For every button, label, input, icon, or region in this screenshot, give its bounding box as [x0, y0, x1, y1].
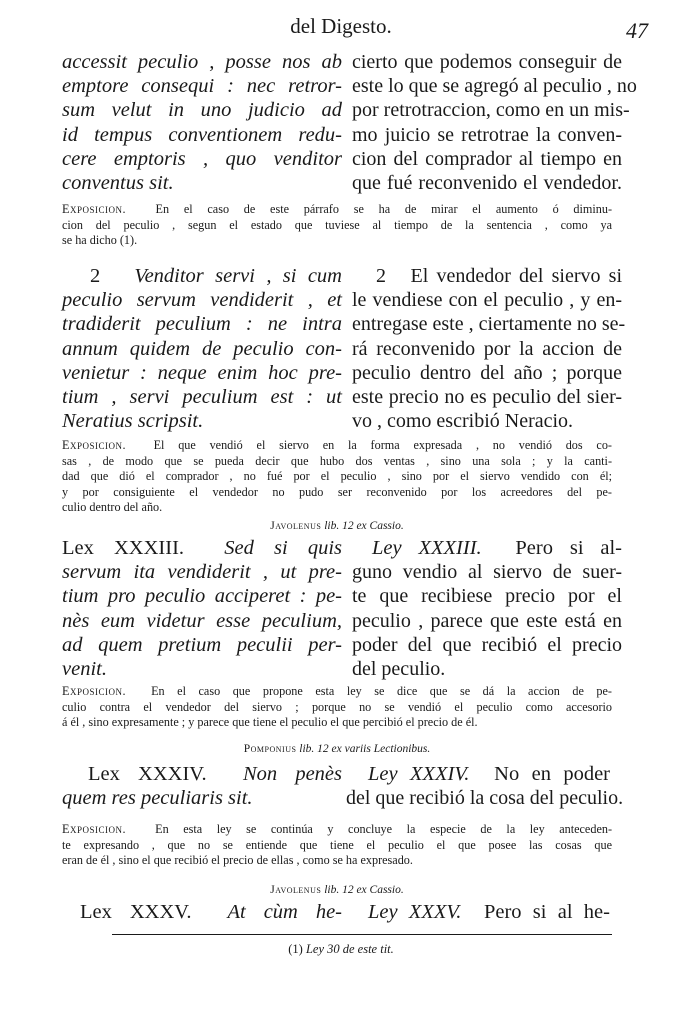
- latin-line: Non penès: [242, 763, 343, 785]
- spanish-line: peculio , parece que este está en: [352, 609, 622, 632]
- latin-column-lex34-cont: [62, 786, 342, 810]
- spanish-line: Pero si al he-: [483, 901, 610, 923]
- exposicion-text: á él , sino expresamente ; y parece que tiene el peculio el que percibió el precio de él.: [62, 715, 478, 729]
- citation-33: [62, 520, 612, 532]
- exposicion-label: Exposicion.: [62, 822, 126, 836]
- spanish-line: cierto que podemos conseguir de: [352, 51, 622, 73]
- spanish-line: El vendedor del siervo si: [410, 265, 622, 287]
- latin-line: quem res peculiaris sit.: [62, 787, 253, 809]
- paragraph-number: 2: [376, 265, 386, 287]
- latin-line: sum velut in uno judicio ad: [62, 99, 342, 122]
- latin-line: At cùm he-: [227, 901, 342, 923]
- spanish-column-ley34-cont: [346, 786, 624, 810]
- spanish-line: cion del comprador al tiempo en: [352, 147, 622, 170]
- citation-author: Javolenus: [270, 884, 322, 896]
- latin-line: ad quem pretium peculii per-: [62, 633, 342, 656]
- exposicion-4: [62, 822, 612, 869]
- latin-column-lex35: [80, 900, 342, 924]
- spanish-line: rá reconvenido por la accion de: [352, 337, 622, 360]
- spanish-line: No en poder: [494, 763, 610, 785]
- ley-heading: Ley XXXIII.: [372, 537, 482, 559]
- spanish-line: guno vendio al siervo de suer-: [352, 561, 622, 584]
- latin-column-lex34: [88, 762, 342, 786]
- citation-34: [62, 743, 612, 755]
- spanish-column-block1: [352, 50, 637, 195]
- latin-column-block2: [62, 264, 342, 433]
- spanish-line: por retrotraccion, como en un mis-: [352, 99, 630, 122]
- spanish-line: del que recibió la cosa del peculio.: [346, 787, 624, 809]
- exposicion-text: y por consiguiente el vendedor no pudo ser reconvenido por los acreedores del pe-: [62, 484, 612, 499]
- exposicion-label: Exposicion.: [62, 684, 126, 698]
- spanish-line: vo , como escribió Neracio.: [352, 410, 574, 433]
- exposicion-text: En esta ley se continúa y concluye la especie de la ley anteceden-: [155, 822, 613, 836]
- exposicion-label: Exposicion.: [62, 202, 126, 216]
- latin-line: Sed si quis: [224, 537, 343, 559]
- lex-heading: Lex XXXIV.: [88, 763, 207, 785]
- citation-ref: lib. 12 ex Cassio.: [324, 884, 404, 896]
- ley-heading: Ley XXXV.: [368, 901, 462, 923]
- latin-line: nès eum videtur esse peculium,: [62, 609, 342, 632]
- latin-line: Neratius scripsit.: [62, 410, 204, 433]
- citation-ref: lib. 12 ex variis Lectionibus.: [299, 743, 431, 755]
- spanish-line: te que recibiese precio por el: [352, 585, 622, 608]
- spanish-line: Pero si al-: [515, 537, 622, 559]
- exposicion-text: te expresando , que no se entiende que tiene el peculio el que posee las cosas que: [62, 837, 612, 852]
- exposicion-1: [62, 202, 612, 249]
- latin-line: emptore consequi : nec retror-: [62, 75, 342, 98]
- footnote: [0, 942, 682, 957]
- spanish-column-ley35: [368, 900, 610, 924]
- exposicion-text: sas , de modo que se pueda decir que hubo dos ventas , sino una sola ; y la canti-: [62, 453, 612, 468]
- spanish-column-ley33: [352, 536, 622, 681]
- exposicion-text: En el caso de este párrafo se ha de mirar el aumento ó diminu-: [155, 202, 613, 216]
- latin-line: annum quidem de peculio con-: [62, 337, 342, 360]
- exposicion-2: [62, 438, 612, 516]
- spanish-line: le vendiese con el peculio , y en-: [352, 289, 622, 312]
- latin-line: servum ita vendiderit , ut pre-: [62, 561, 342, 584]
- spanish-line: poder del que recibió el precio: [352, 633, 622, 656]
- exposicion-text: culio contra el vendedor del siervo ; porque no se vendió el peculio como accesorio: [62, 699, 612, 714]
- spanish-line: mo juicio se retrotrae la conven-: [352, 123, 622, 146]
- spanish-line: entregase este , ciertamente no se-: [352, 313, 626, 336]
- latin-line: conventus sit.: [62, 172, 174, 195]
- spanish-line: que fué reconvenido el vendedor.: [352, 172, 622, 195]
- exposicion-text: El que vendió el siervo en la forma expresada , no vendió dos co-: [153, 438, 612, 452]
- spanish-column-block2: [352, 264, 626, 433]
- latin-column-lex33: [62, 536, 342, 681]
- spanish-line: este precio no es peculio del sier-: [352, 386, 622, 409]
- exposicion-text: cion del peculio , segun el estado que tuviese al tiempo de la sentencia , como ya: [62, 217, 612, 232]
- citation-ref: lib. 12 ex Cassio.: [324, 520, 404, 532]
- citation-author: Javolenus: [270, 520, 322, 532]
- lex-heading: Lex XXXIII.: [62, 537, 185, 559]
- exposicion-text: dad que dió el comprador , no fué por el peculio , sino por el siervo vendido con él;: [62, 469, 612, 483]
- citation-author: Pomponius: [243, 743, 297, 755]
- footnote-rule: [112, 934, 612, 935]
- citation-35: [62, 884, 612, 896]
- latin-column-block1: [62, 50, 342, 195]
- exposicion-3: [62, 684, 612, 731]
- footnote-text: Ley 30 de este tit.: [305, 942, 394, 956]
- paragraph-number: 2: [90, 265, 101, 287]
- latin-line: id tempus conventionem redu-: [62, 123, 342, 146]
- ley-heading: Ley XXXIV.: [368, 763, 470, 785]
- latin-line: accessit peculio , posse nos ab: [62, 51, 342, 73]
- page-number: 47: [626, 18, 648, 43]
- lex-heading: Lex XXXV.: [80, 901, 192, 923]
- exposicion-text: culio dentro del año.: [62, 500, 163, 514]
- exposicion-label: Exposicion.: [62, 438, 126, 452]
- footnote-marker: (1): [288, 942, 303, 956]
- running-header: del Digesto.: [290, 14, 392, 38]
- spanish-line: del peculio.: [352, 658, 446, 681]
- latin-line: cere emptoris , quo venditor: [62, 147, 342, 170]
- exposicion-text: eran de él , sino el que recibió el precio de ellas , como se ha expresado.: [62, 853, 413, 867]
- latin-line: peculio servum vendiderit , et: [62, 289, 342, 312]
- spanish-column-ley34: [368, 762, 610, 786]
- latin-line: tium , servi peculium est : ut: [62, 386, 342, 409]
- latin-line: venietur : neque enim hoc pre-: [62, 361, 342, 384]
- latin-line: tium pro peculio acciperet : pe-: [62, 585, 342, 608]
- exposicion-text: se ha dicho (1).: [62, 233, 138, 247]
- latin-line: Venditor servi , si cum: [134, 265, 342, 287]
- latin-line: tradiderit peculium : ne intra: [62, 313, 342, 336]
- spanish-line: este lo que se agregó al peculio , no: [352, 75, 637, 98]
- exposicion-text: En el caso que propone esta ley se dice que se dá la accion de pe-: [151, 684, 612, 698]
- latin-line: venit.: [62, 658, 107, 681]
- spanish-line: peculio dentro del año ; porque: [352, 361, 622, 384]
